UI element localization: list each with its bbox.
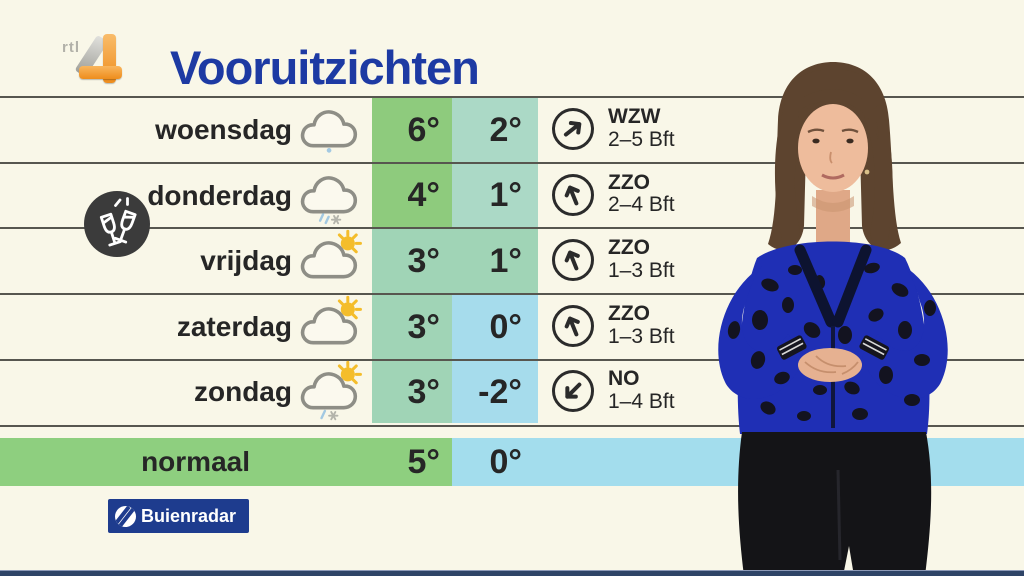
bottom-bar xyxy=(0,570,1024,576)
min-temp-cell: 2° xyxy=(452,98,538,162)
day-label: vrijdag xyxy=(200,245,292,276)
max-temp-cell: 6° xyxy=(372,98,452,162)
wind-force-label: 1–4 Bft xyxy=(608,389,675,413)
min-temp-cell: 0° xyxy=(452,295,538,359)
wind-direction-label: ZZO xyxy=(608,302,650,325)
wind-direction-label: ZZO xyxy=(608,236,650,259)
day-label: zondag xyxy=(194,376,292,407)
max-temp-cell: 3° xyxy=(372,361,452,423)
wind-direction-label: NO xyxy=(608,367,640,390)
min-temp-cell: -2° xyxy=(452,361,538,423)
page-title: Vooruitzichten xyxy=(170,41,479,94)
normal-min-temp: 0° xyxy=(489,443,522,481)
min-temp-cell: 1° xyxy=(452,164,538,227)
normal-label: normaal xyxy=(141,446,250,477)
day-label: donderdag xyxy=(147,179,292,211)
min-temp-cell: 1° xyxy=(452,229,538,293)
day-label: woensdag xyxy=(155,114,292,145)
wind-force-label: 1–3 Bft xyxy=(608,258,675,282)
max-temp-cell: 4° xyxy=(372,164,452,227)
brand-logo-text: Buienradar xyxy=(141,505,237,526)
channel-logo-text: rtl xyxy=(62,39,80,56)
max-temp-cell: 3° xyxy=(372,229,452,293)
wind-direction-label: WZW xyxy=(608,105,661,128)
normal-max-temp: 5° xyxy=(407,443,440,481)
wind-force-label: 2–5 Bft xyxy=(608,127,675,151)
max-temp-cell: 3° xyxy=(372,295,452,359)
wind-force-label: 1–3 Bft xyxy=(608,324,675,348)
day-label: zaterdag xyxy=(176,311,292,342)
wind-force-label: 2–4 Bft xyxy=(608,193,675,217)
wind-direction-label: ZZO xyxy=(608,170,650,194)
